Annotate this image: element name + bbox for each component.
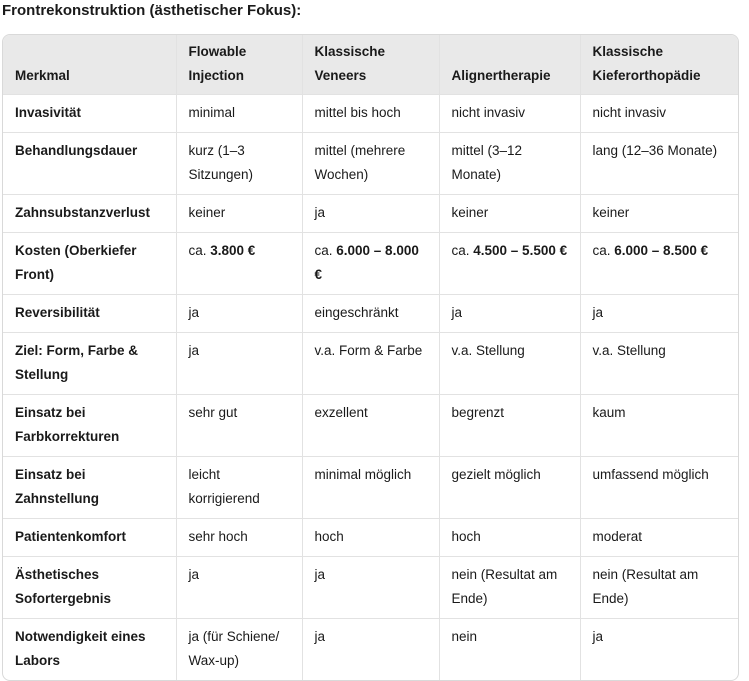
table-cell: keiner [176,195,302,233]
table-header-row [3,35,738,95]
row-label: Notwendigkeit eines Labors [3,619,176,681]
table-cell: keiner [439,195,580,233]
table-cell: mittel (mehrere Wochen) [302,133,439,195]
table-cell: v.a. Stellung [580,333,738,395]
row-label: Ziel: Form, Farbe & Stellung [3,333,176,395]
table-cell: v.a. Stellung [439,333,580,395]
table-row [3,195,738,233]
cost-value: 3.800 € [210,243,256,258]
table-cell: hoch [302,519,439,557]
cost-prefix: ca. [314,243,337,258]
table-row [3,295,738,333]
table-cell: kaum [580,395,738,457]
row-label: Behandlungsdauer [3,133,176,195]
table-cell [580,233,738,295]
row-label: Invasivität [3,95,176,133]
table-cell: lang (12–36 Monate) [580,133,738,195]
row-label: Patientenkomfort [3,519,176,557]
table-cell: eingeschränkt [302,295,439,333]
table-cell: ja [439,295,580,333]
table-row [3,95,738,133]
table-cell: v.a. Form & Farbe [302,333,439,395]
table-cell: ja [302,619,439,681]
cost-prefix: ca. [592,243,615,258]
table-row [3,133,738,195]
comparison-table [3,35,738,680]
table-cell: keiner [580,195,738,233]
table-cell: ja [580,619,738,681]
table-cell: nein (Resultat am Ende) [439,557,580,619]
table-cell: nein (Resultat am Ende) [580,557,738,619]
cost-value: 6.000 – 8.500 € [614,243,709,258]
table-cell: ja (für Schiene/ Wax-up) [176,619,302,681]
table-cell: nein [439,619,580,681]
table-cell: gezielt möglich [439,457,580,519]
header-cell: Merkmal [3,35,176,95]
row-label: Zahnsubstanzverlust [3,195,176,233]
table-cell [176,233,302,295]
table-cell: moderat [580,519,738,557]
table-cell: exzellent [302,395,439,457]
table-row [3,395,738,457]
table-cell: sehr gut [176,395,302,457]
cost-value: 6.000 – 8.000 € [314,243,419,282]
table-row [3,233,738,295]
table-cell: minimal möglich [302,457,439,519]
table-row [3,333,738,395]
table-row [3,619,738,681]
header-cell: Klassische Kieferorthopädie [580,35,738,95]
cost-prefix: ca. [188,243,211,258]
table-cell: ja [302,195,439,233]
row-label: Einsatz bei Farbkorrekturen [3,395,176,457]
table-cell: ja [176,295,302,333]
table-cell: ja [176,557,302,619]
header-cell: Flowable Injection [176,35,302,95]
table-cell: ja [302,557,439,619]
row-label: Einsatz bei Zahnstellung [3,457,176,519]
table-cell: nicht invasiv [439,95,580,133]
page-title: Frontrekonstruktion (ästhetischer Fokus): [2,2,302,19]
header-cell: Alignertherapie [439,35,580,95]
row-label: Ästhetisches Sofortergebnis [3,557,176,619]
table-cell: nicht invasiv [580,95,738,133]
table-cell: minimal [176,95,302,133]
cost-prefix: ca. [451,243,474,258]
header-cell: Klassische Veneers [302,35,439,95]
table-cell: umfassend möglich [580,457,738,519]
table-cell: sehr hoch [176,519,302,557]
table-cell: ja [580,295,738,333]
row-label: Kosten (Oberkiefer Front) [3,233,176,295]
table-row [3,457,738,519]
table-cell: mittel (3–12 Monate) [439,133,580,195]
table-cell: leicht korrigierend [176,457,302,519]
table-cell: mittel bis hoch [302,95,439,133]
comparison-table-container [2,34,739,681]
table-cell: ja [176,333,302,395]
table-cell: kurz (1–3 Sitzungen) [176,133,302,195]
cost-value: 4.500 – 5.500 € [473,243,568,258]
row-label: Reversibilität [3,295,176,333]
table-cell: begrenzt [439,395,580,457]
table-cell: hoch [439,519,580,557]
table-row [3,557,738,619]
table-row [3,519,738,557]
table-cell [439,233,580,295]
table-cell [302,233,439,295]
